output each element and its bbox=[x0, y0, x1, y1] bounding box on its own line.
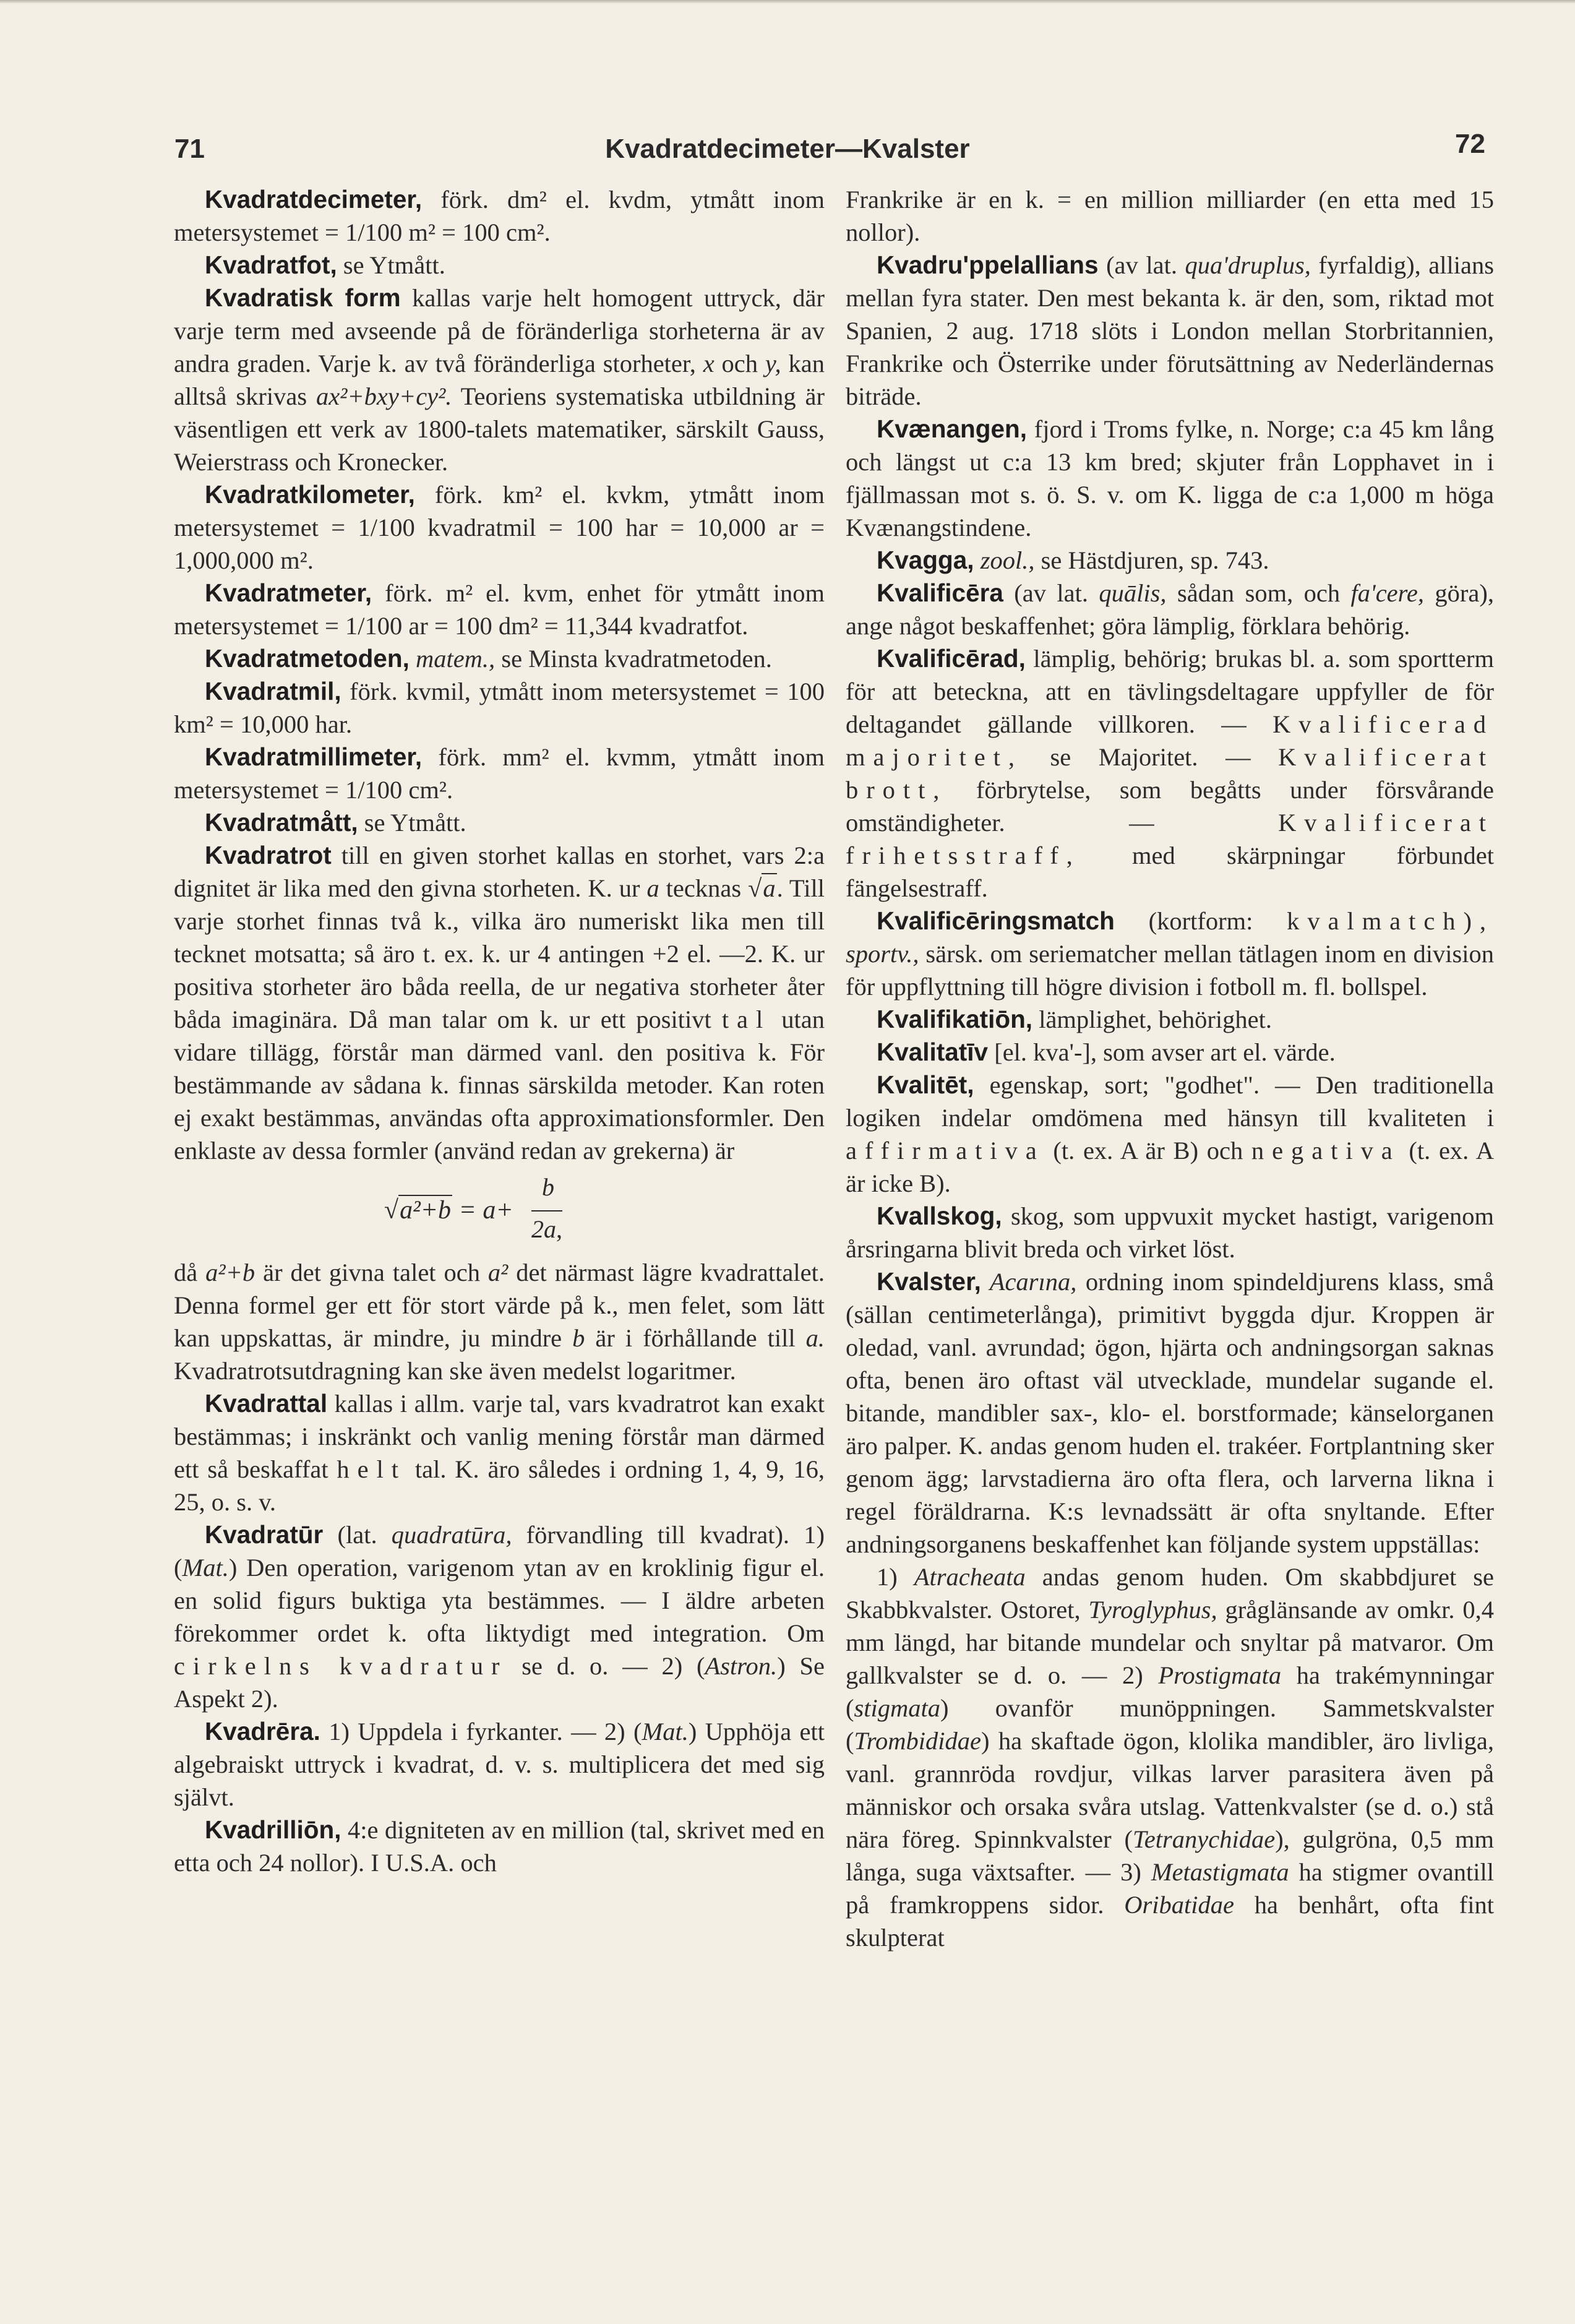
math-var: y, bbox=[765, 350, 781, 377]
entry-kvadratisk-form bbox=[174, 282, 825, 478]
entry-kvalster-system bbox=[846, 1560, 1494, 1954]
headword: Kvadratkilometer, bbox=[205, 480, 415, 509]
entry-text: ) Den operation, varigenom ytan av en kroklinig figur el. en solid figurs buktiga yta bestämmes. — I äldre arbeten förekommer ordet k. ofta liktydigt med integration. Om bbox=[174, 1554, 825, 1647]
entry-text: lämplig, behörig; brukas bl. a. som sportterm för att beteckna, att en tävlingsdeltagare uppfyller de för deltagandet gällande villkoren. — bbox=[846, 645, 1494, 738]
headword: Kvadratmått, bbox=[205, 808, 358, 837]
entry-text: förvandling till kvadrat). 1) ( bbox=[174, 1521, 825, 1582]
entry-text: se Minsta kvadratmetoden. bbox=[495, 645, 772, 673]
entry-kvadruppelallians bbox=[846, 249, 1494, 413]
entry-text: ) Upphöja ett algebraiskt uttryck i kvadrat, d. v. s. multiplicera det med sig självt. bbox=[174, 1718, 825, 1811]
entry-kvadratur bbox=[174, 1518, 825, 1715]
approximation-formula bbox=[174, 1173, 825, 1250]
entry-text: ), gulgröna, 0,5 mm långa, suga växtsafter. — 3) bbox=[846, 1825, 1494, 1886]
entry-text: kallas varje helt homogent uttryck, där varje term med avseende på de föränderliga storheterna är av andra graden. Varje k. av två föränderliga storheter, bbox=[174, 284, 825, 377]
entry-text: (av lat. bbox=[1098, 251, 1185, 279]
entry-kvadratmillimeter bbox=[174, 741, 825, 806]
entry-kvadratrot bbox=[174, 839, 825, 1167]
entry-text: 1) Uppdela i fyrkanter. — 2) ( bbox=[320, 1718, 642, 1745]
headword: Kvadratfot, bbox=[205, 251, 337, 279]
spaced-term: Kvalificerat frihetsstraff, bbox=[846, 809, 1494, 869]
entry-text: kan alltså skrivas bbox=[174, 350, 825, 410]
entry-text: tal. K. äro således i ordning 1, 4, 9, 16, 25, o. s. v. bbox=[174, 1455, 825, 1516]
formula-equals: = a+ bbox=[452, 1196, 513, 1224]
fraction-numerator: b bbox=[542, 1173, 554, 1201]
math-var: x bbox=[703, 350, 715, 377]
running-title: Kvadratdecimeter—Kvalster bbox=[605, 134, 970, 164]
taxon-name: Atracheata bbox=[914, 1563, 1026, 1591]
entry-text: Teoriens systematiska utbildning är väsentligen ett verk av 1800-talets matematiker, särskilt Gauss, Weierstrass och Kronecker. bbox=[174, 382, 825, 476]
fraction-denominator bbox=[531, 1213, 562, 1246]
etymology: fa'cere, bbox=[1350, 579, 1425, 607]
entry-kvalitativ bbox=[846, 1036, 1494, 1069]
radicand: a²+b bbox=[400, 1196, 451, 1224]
entry-text: det närmast lägre kvadrattalet. Denna formel ger ett för stort värde på k., men felet, som lätt kan uppskattas, är mindre, ju mindre bbox=[174, 1259, 825, 1352]
entry-text: se d. o. — 2) ( bbox=[507, 1652, 705, 1680]
fraction-bar bbox=[531, 1210, 562, 1211]
entry-text: förbrytelse, som begåtts under försvårande omständigheter. — bbox=[846, 776, 1494, 837]
entry-kvaenangen bbox=[846, 413, 1494, 544]
headword: Kvallskog, bbox=[877, 1202, 1002, 1230]
entry-kvalificera bbox=[846, 577, 1494, 642]
entry-kvalificeringsmatch bbox=[846, 905, 1494, 1003]
running-head bbox=[0, 129, 1575, 171]
taxon-name: Acarına, bbox=[981, 1268, 1077, 1296]
radical-sign: √ bbox=[384, 1196, 399, 1224]
entry-text: sådan som, och bbox=[1166, 579, 1351, 607]
entry-kvalster bbox=[846, 1265, 1494, 1560]
entry-kvadratkilometer bbox=[174, 478, 825, 577]
entry-text: Kvadratrotsutdragning kan ske även medelst logaritmer. bbox=[174, 1357, 736, 1385]
entry-text: förk. m² el. kvm, enhet för ytmått inom metersystemet = 1/100 ar = 100 dm² = 11,344 kvadratfot. bbox=[174, 579, 825, 640]
taxon-name: Tetranychidae bbox=[1132, 1825, 1276, 1853]
entry-text: är det givna talet och bbox=[255, 1259, 488, 1286]
headword: Kvadratūr bbox=[205, 1520, 324, 1549]
etymology: quālis, bbox=[1099, 579, 1167, 607]
right-column bbox=[846, 183, 1494, 2256]
entry-text: (kortform: bbox=[1114, 907, 1287, 935]
page-top-edge bbox=[0, 0, 1575, 4]
spaced-term: helt bbox=[337, 1455, 406, 1483]
entry-text: särsk. om seriematcher mellan tätlagen inom en division för uppflyttning till högre division i fotboll m. fl. bollspel. bbox=[846, 940, 1494, 1001]
field-label: Mat. bbox=[182, 1554, 229, 1582]
entry-text: förk. dm² el. kvdm, ytmått inom metersystemet = 1/100 m² = 100 cm². bbox=[174, 186, 825, 246]
spaced-term: Kvalificerad majoritet, bbox=[846, 710, 1494, 771]
spaced-term: affirmativa bbox=[846, 1137, 1045, 1164]
field-label: zool., bbox=[974, 546, 1035, 574]
headword: Kvalificēringsmatch bbox=[877, 906, 1115, 935]
headword: Kvalitatīv bbox=[877, 1038, 989, 1066]
entry-text: är i förhållande till bbox=[585, 1324, 806, 1352]
entry-text: fyrfaldig), allians mellan fyra stater. Den mest bekanta k. är den, som, riktad mot Spanien, 2 aug. 1718 slöts i London mellan Storbritannien, Frankrike och Österrike under förutsättning av Nederländernas biträde. bbox=[846, 251, 1494, 410]
spaced-term: Kvalificerat brott, bbox=[846, 743, 1494, 804]
entry-text: egenskap, sort; "godhet". — Den traditionella logiken indelar omdömena med hänsyn till kvaliteten i bbox=[846, 1071, 1494, 1132]
taxon-name: Trombididae bbox=[854, 1727, 982, 1755]
headword: Kvadratisk form bbox=[205, 283, 401, 312]
entry-text: se Hästdjuren, sp. 743. bbox=[1034, 546, 1269, 574]
entry-text: andas genom huden. Om skabbdjuret se Skabbkvalster. Ostoret, bbox=[846, 1563, 1494, 1624]
entry-kvadratrot-continued bbox=[174, 1256, 825, 1387]
left-column bbox=[174, 183, 825, 2256]
entry-text: förk. km² el. kvkm, ytmått inom metersystemet = 1/100 kvadratmil = 100 har = 10,000 ar = 1,000,000 m². bbox=[174, 481, 825, 574]
math-radicand: a bbox=[763, 874, 776, 902]
entry-text: (t. ex. A är icke B). bbox=[846, 1137, 1494, 1197]
entry-text: då bbox=[174, 1259, 206, 1286]
page-number-left: 71 bbox=[174, 134, 205, 164]
math-expression: ax²+bxy+cy². bbox=[315, 382, 452, 410]
entry-kvadratmeter bbox=[174, 577, 825, 642]
entry-text: (lat. bbox=[323, 1521, 392, 1549]
math-var: b bbox=[572, 1324, 585, 1352]
entry-kvadrera bbox=[174, 1715, 825, 1814]
entry-text: (t. ex. A är B) och bbox=[1044, 1137, 1251, 1164]
field-label: Mat. bbox=[642, 1718, 689, 1745]
spaced-term: kvalmatch), bbox=[1287, 907, 1494, 935]
headword: Kvadratmillimeter, bbox=[205, 742, 423, 771]
entry-kvadratmatt bbox=[174, 806, 825, 839]
math-var: a bbox=[646, 874, 659, 902]
entry-kvadratmil bbox=[174, 675, 825, 741]
entry-text: ordning inom spindeldjurens klass, små (sällan centimeterlånga), primitivt byggda djur. Kroppen är oledad, vanl. avrundad; ögon, hjärta och andningsorgan saknas ofta, benen äro oftast väl utvecklade, mundelar sugande el. bitande, mandibler sax-, klo- el. borstformade; känselorganen äro palper. K. andas genom huden el. trakéer. Fortplantning sker genom ägg; larvstadierna äro ofta flera, och larverna likna i regel föräldrarna. K:s levnadssätt är ofta snyltande. Efter andningsorganens beskaffenhet kan följande system uppställas: bbox=[846, 1268, 1494, 1558]
entry-text: lämplighet, behörighet. bbox=[1032, 1005, 1272, 1033]
entry-text: skog, som uppvuxit mycket hastigt, varigenom årsringarna blivit breda och virket löst. bbox=[846, 1202, 1494, 1263]
headword: Kvænangen, bbox=[877, 415, 1028, 443]
entry-text: ha stigmer ovantill på framkroppens sidor. bbox=[846, 1858, 1494, 1919]
entry-text: ha trakémynningar ( bbox=[846, 1661, 1494, 1722]
taxon-name: Prostigmata bbox=[1158, 1661, 1282, 1689]
formula-comma: , bbox=[556, 1215, 562, 1243]
taxon-name: Oribatidae bbox=[1124, 1891, 1235, 1919]
entry-text: se Ytmått. bbox=[358, 809, 466, 837]
formula-lhs bbox=[384, 1194, 513, 1227]
entry-text: ha benhårt, ofta fint skulpterat bbox=[846, 1891, 1494, 1952]
entry-kvalifikation bbox=[846, 1003, 1494, 1036]
headword: Kvalster, bbox=[877, 1267, 981, 1296]
headword: Kvadrilliōn, bbox=[205, 1815, 341, 1844]
etymology: quadratūra, bbox=[391, 1521, 512, 1549]
taxon-name: Tyroglyphus, bbox=[1088, 1596, 1217, 1624]
spaced-term: negativa bbox=[1251, 1137, 1401, 1164]
headword: Kvadratmetoden, bbox=[205, 644, 410, 673]
math-expression: a²+b bbox=[205, 1259, 255, 1286]
entry-text: fjord i Troms fylke, n. Norge; c:a 45 km lång och längst ut c:a 13 km bred; skjuter från Lopphavet in i fjällmassan mot s. ö. S. v. om K. ligga de c:a 1,000 m höga Kvænangstindene. bbox=[846, 415, 1494, 541]
headword: Kvalificērad, bbox=[877, 644, 1026, 673]
spaced-term: cirkelns kvadratur bbox=[174, 1652, 508, 1680]
entry-text: gråglänsande av omkr. 0,4 mm längd, har bitande mundelar och snyltar på matvaror. Om gallkvalster se d. o. — 2) bbox=[846, 1596, 1494, 1689]
entry-text: [el. kva'-], som avser art el. värde. bbox=[988, 1038, 1336, 1066]
headword: Kvadrattal bbox=[205, 1389, 328, 1418]
headword: Kvalitēt, bbox=[877, 1070, 974, 1099]
entry-text: förk. mm² el. kvmm, ytmått inom metersystemet = 1/100 cm². bbox=[174, 743, 825, 804]
field-label: sportv., bbox=[846, 940, 919, 968]
entry-text: 1) bbox=[877, 1563, 914, 1591]
entry-text: förk. kvmil, ytmått inom metersystemet = 100 km² = 10,000 har. bbox=[174, 678, 825, 738]
headword: Kvadratdecimeter, bbox=[205, 185, 423, 213]
etymology: qua'druplus, bbox=[1185, 251, 1311, 279]
entry-kvadrillion bbox=[174, 1814, 825, 1879]
entry-text: 4:e digniteten av en million (tal, skrivet med en etta och 24 nollor). I U.S.A. och bbox=[174, 1816, 825, 1877]
entry-kvagga bbox=[846, 544, 1494, 577]
entry-kvadrillion-continued bbox=[846, 183, 1494, 249]
entry-kvadratdecimeter bbox=[174, 183, 825, 249]
field-label: Astron. bbox=[705, 1652, 778, 1680]
headword: Kvadru'ppelallians bbox=[877, 251, 1099, 279]
headword: Kvalifikatiōn, bbox=[877, 1005, 1033, 1033]
headword: Kvadratmil, bbox=[205, 677, 341, 705]
entry-kvalificerad bbox=[846, 642, 1494, 905]
taxon-name: Metastigmata bbox=[1151, 1858, 1289, 1886]
entry-text: ) Se Aspekt 2). bbox=[174, 1652, 825, 1713]
entry-kvadrattal bbox=[174, 1387, 825, 1518]
headword: Kvadratmeter, bbox=[205, 579, 372, 607]
entry-text: med skärpningar förbundet fängelsestraff. bbox=[846, 841, 1494, 902]
entry-text: se Majoritet. — bbox=[1022, 743, 1279, 771]
entry-text: ) ovanför munöppningen. Sammetskvalster ( bbox=[846, 1694, 1494, 1755]
taxon-name: stigmata bbox=[854, 1694, 941, 1722]
entry-text: till en given storhet kallas en storhet, vars 2:a dignitet är lika med den givna storheten. K. ur bbox=[174, 841, 825, 902]
entry-kvadratfot bbox=[174, 249, 825, 282]
headword: Kvadrēra. bbox=[205, 1717, 320, 1745]
entry-kvalitet bbox=[846, 1069, 1494, 1200]
field-label: matem., bbox=[409, 645, 496, 673]
entry-text: ) ha skaftade ögon, klolika mandibler, äro livliga, vanl. grannröda rovdjur, vilkas larver parasitera även på människor och orsaka svåra utslag. Vattenkvalster (se d. o.) stå nära föreg. Spinnkvalster ( bbox=[846, 1727, 1494, 1853]
entry-text: Frankrike är en k. = en million milliarder (en etta med 15 nollor). bbox=[846, 186, 1494, 246]
math-var: a. bbox=[805, 1324, 825, 1352]
entry-text: kallas i allm. varje tal, vars kvadratrot kan exakt bestämmas; i inskränkt och vanlig mening förstår man därmed ett så beskaffat bbox=[174, 1390, 825, 1483]
spaced-term: tal bbox=[721, 1005, 771, 1033]
entry-text: tecknas √ bbox=[659, 874, 762, 902]
entry-text: och bbox=[714, 350, 765, 377]
entry-text: se Ytmått. bbox=[337, 251, 445, 279]
entry-text: utan vidare tillägg, förstår man därmed vanl. den positiva k. För bestämmande av sådana k. finnas särskilda metoder. Kan roten ej exakt bestämmas, användas ofta approximationsformler. Den enklaste av dessa formler (använd redan av grekerna) är bbox=[174, 1005, 825, 1164]
math-expression: a² bbox=[487, 1259, 509, 1286]
page-number-right: 72 bbox=[1455, 129, 1485, 159]
headword: Kvagga, bbox=[877, 546, 974, 574]
headword: Kvalificēra bbox=[877, 579, 1003, 607]
headword: Kvadratrot bbox=[205, 841, 332, 869]
denominator-text: 2a bbox=[531, 1215, 556, 1243]
entry-kvadratmetoden bbox=[174, 642, 825, 675]
entry-text: . Till varje storhet finnas två k., vilka äro numeriskt lika men till tecknet motsatta; så äro t. ex. k. ur 4 antingen +2 el. —2. K. ur positiva storheter äro båda reella, de ur negativa storheter åter båda imaginära. Då man talar om k. ur ett positivt bbox=[174, 874, 825, 1033]
entry-text: göra), ange något beskaffenhet; göra lämplig, förklara behörig. bbox=[846, 579, 1494, 640]
entry-text: (av lat. bbox=[1003, 579, 1099, 607]
entry-kvallskog bbox=[846, 1200, 1494, 1265]
